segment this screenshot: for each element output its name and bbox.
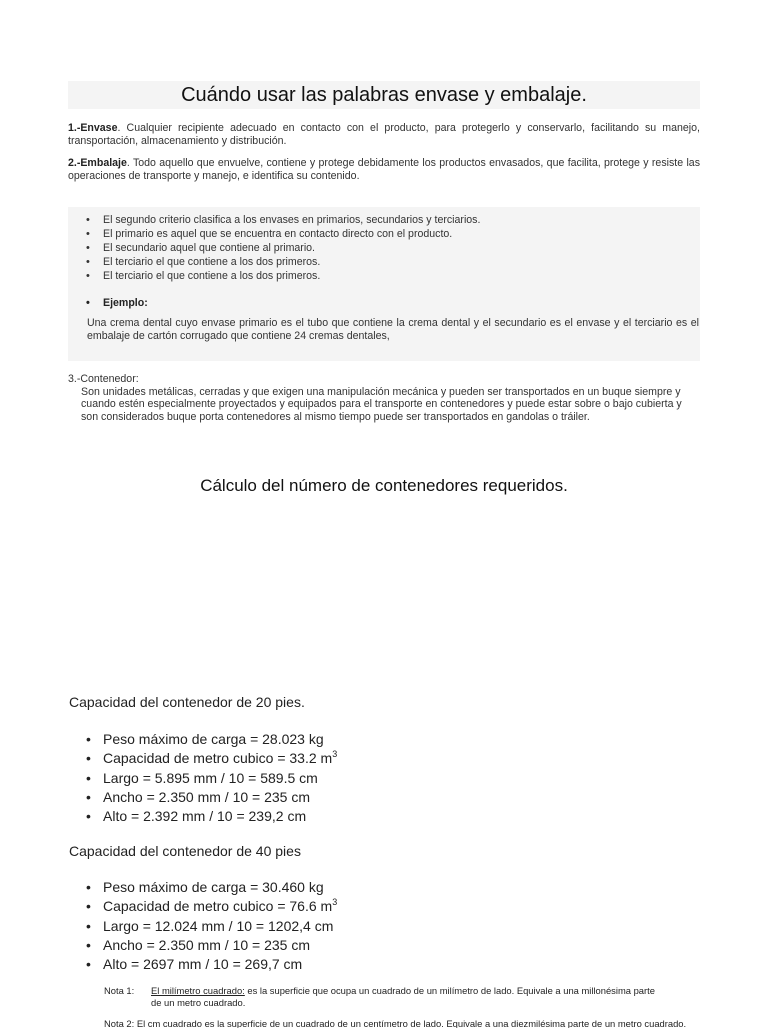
envase-term: 1.-Envase (68, 122, 118, 134)
spec-capacity: Capacidad de metro cubico = 33.2 m (103, 750, 333, 767)
criteria-box (68, 207, 700, 361)
spec-item (86, 897, 337, 916)
envase-text: . Cualquier recipiente adecuado en contacto con el producto, para protegerlo y conservarlo, facilitando su manejo, transportación, almacenamiento y distribución. (68, 122, 700, 147)
nota-1-label: Nota 1: (104, 985, 135, 996)
nota-2: Nota 2: El cm cuadrado es la superficie de un cuadrado de un centímetro de lado. Equivale a una diezmilésima parte de un metro cuadrado. (104, 1018, 687, 1028)
contenedor-section (68, 373, 700, 423)
container-40-heading: Capacidad del contenedor de 40 pies (69, 843, 301, 859)
spec-item: • Peso máximo de carga = 30.460 kg (86, 878, 337, 897)
criteria-item: • El terciario el que contiene a los dos primeros. (86, 269, 480, 283)
criteria-list (86, 213, 480, 283)
spec-capacity: Capacidad de metro cubico = 76.6 m (103, 898, 333, 915)
criteria-item: • El primario es aquel que se encuentra en contacto directo con el producto. (86, 227, 480, 241)
contenedor-label: 3.-Contenedor: (68, 373, 139, 385)
embalaje-text: . Todo aquello que envuelve, contiene y protege debidamente los productos envasados, que facilita, protege y resiste las operaciones de transporte y manejo, e identifica su contenido. (68, 157, 700, 182)
nota-1 (104, 985, 664, 1008)
criteria-item: • El terciario el que contiene a los dos primeros. (86, 255, 480, 269)
spec-item: • Alto = 2697 mm / 10 = 269,7 cm (86, 955, 337, 974)
criteria-item: • El segundo criterio clasifica a los envases en primarios, secundarios y terciarios. (86, 213, 480, 227)
example-text: Una crema dental cuyo envase primario es el tubo que contiene la crema dental y el secundario es el envase y el terciario es el embalaje de cartón corrugado que contiene 24 cremas dentales, (87, 317, 699, 342)
nota-1-body: es la superficie que ocupa un cuadrado de un milímetro de lado. Equivale a una millonésima parte de un metro cuadrado. (151, 985, 655, 1008)
criteria-item: • El secundario aquel que contiene al primario. (86, 241, 480, 255)
example-label: • Ejemplo: (86, 296, 148, 310)
envase-definition (68, 122, 700, 148)
example-list (86, 296, 148, 310)
embalaje-definition (68, 157, 700, 183)
container-20-specs (86, 730, 337, 826)
container-40-specs (86, 878, 337, 974)
contenedor-text: Son unidades metálicas, cerradas y que exigen una manipulación mecánica y pueden ser transportados en un buque siempre y cuando estén especialmente proyectados y equipados para el transporte en contenedores y puede estar sobre o bajo cubierta y son considerados buque porta contenedores al mismo tiempo puede ser transportados en gandolas o tráiler. (81, 385, 682, 423)
embalaje-term: 2.-Embalaje (68, 157, 127, 169)
spec-item: • Alto = 2.392 mm / 10 = 239,2 cm (86, 807, 337, 826)
nota-1-term: El milímetro cuadrado: (151, 985, 245, 996)
spec-item: • Largo = 12.024 mm / 10 = 1202,4 cm (86, 917, 337, 936)
spec-exponent: 3 (332, 749, 338, 760)
spec-item (86, 749, 337, 768)
container-20-heading: Capacidad del contenedor de 20 pies. (69, 694, 305, 710)
title-band (68, 81, 700, 109)
spec-exponent: 3 (332, 897, 338, 908)
calculo-heading: Cálculo del número de contenedores requeridos. (200, 476, 568, 495)
nota-1-text (151, 985, 664, 1008)
document-title: Cuándo usar las palabras envase y embalaje. (181, 83, 587, 106)
spec-item: • Ancho = 2.350 mm / 10 = 235 cm (86, 788, 337, 807)
spec-item: • Peso máximo de carga = 28.023 kg (86, 730, 337, 749)
spec-item: • Largo = 5.895 mm / 10 = 589.5 cm (86, 769, 337, 788)
spec-item: • Ancho = 2.350 mm / 10 = 235 cm (86, 936, 337, 955)
